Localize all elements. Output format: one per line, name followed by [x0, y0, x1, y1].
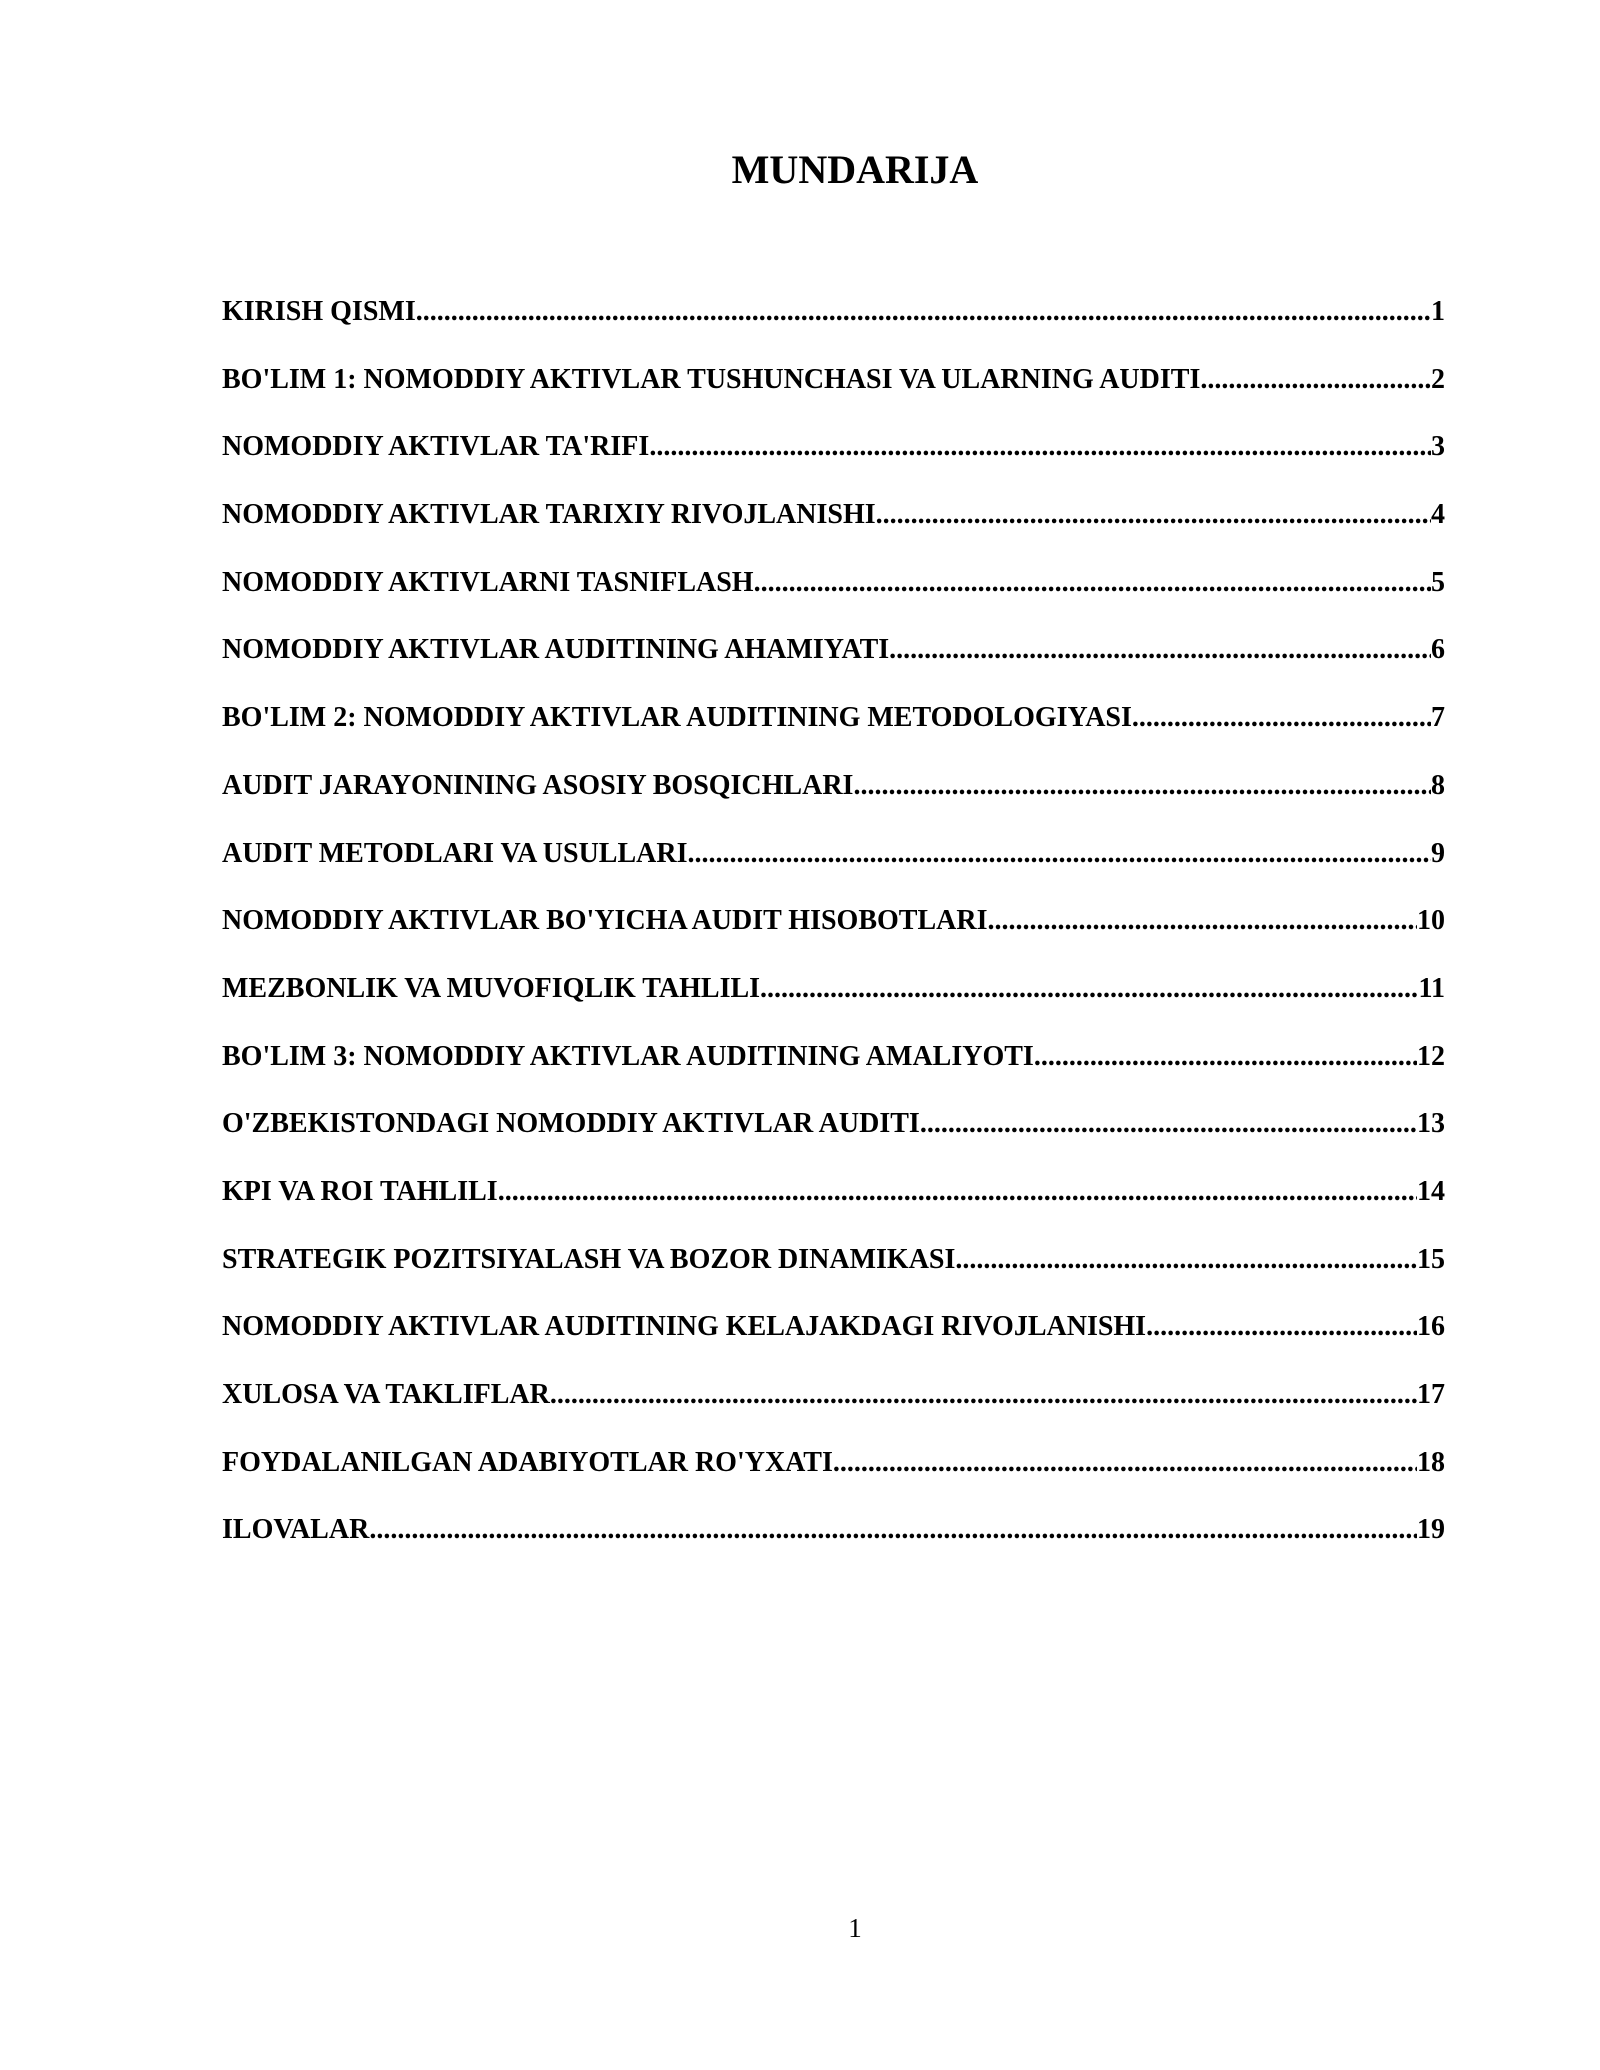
toc-entry-label: AUDIT JARAYONINING ASOSIY BOSQICHLARI [222, 769, 854, 801]
toc-entry-page: 1 [1431, 296, 1445, 327]
toc-dot-leader [1146, 1302, 1417, 1352]
toc-dot-leader [876, 490, 1431, 540]
toc-dot-leader [550, 1370, 1417, 1420]
toc-entry-label: KIRISH QISMI [222, 296, 416, 327]
page-number: 1 [848, 1913, 862, 1943]
toc-entry-label: AUDIT METODLARI VA USULLARI [222, 837, 688, 869]
toc-entry-page: 16 [1417, 1311, 1445, 1343]
toc-entry[interactable] [222, 1370, 1445, 1438]
toc-dot-leader [498, 1167, 1417, 1217]
toc-dot-leader [416, 287, 1431, 337]
toc-dot-leader [688, 829, 1432, 879]
toc-dot-leader [833, 1438, 1417, 1488]
toc-dot-leader [1132, 693, 1431, 743]
toc-entry[interactable] [222, 761, 1445, 829]
toc-entry-page: 15 [1417, 1243, 1445, 1275]
toc-entry-page: 17 [1417, 1379, 1445, 1410]
toc-entry-page: 6 [1431, 634, 1445, 666]
toc-entry-page: 19 [1417, 1514, 1445, 1546]
toc-entry-page: 13 [1417, 1108, 1445, 1140]
toc-entry-page: 11 [1418, 972, 1445, 1004]
toc-dot-leader [889, 625, 1431, 675]
toc-entry[interactable] [222, 558, 1445, 626]
table-of-contents [222, 287, 1445, 1573]
toc-dot-leader [1200, 355, 1431, 405]
toc-entry[interactable] [222, 355, 1445, 423]
toc-entry[interactable] [222, 1235, 1445, 1303]
toc-entry-label: O'ZBEKISTONDAGI NOMODDIY AKTIVLAR AUDITI [222, 1108, 920, 1140]
toc-entry-label: NOMODDIY AKTIVLARNI TASNIFLASH [222, 566, 754, 598]
toc-dot-leader [1034, 1032, 1417, 1082]
toc-entry[interactable] [222, 1099, 1445, 1167]
toc-entry-page: 8 [1431, 769, 1445, 801]
toc-dot-leader [369, 1505, 1417, 1555]
toc-entry-page: 5 [1431, 566, 1445, 598]
toc-entry[interactable] [222, 490, 1445, 558]
toc-dot-leader [760, 964, 1418, 1014]
toc-dot-leader [987, 896, 1417, 946]
toc-entry-label: BO'LIM 1: NOMODDIY AKTIVLAR TUSHUNCHASI VA ULARNING AUDITI [222, 363, 1201, 395]
toc-entry-label: BO'LIM 3: NOMODDIY AKTIVLAR AUDITINING AMALIYOTI [222, 1040, 1034, 1072]
toc-entry-label: NOMODDIY AKTIVLAR TARIXIY RIVOJLANISHI [222, 499, 876, 531]
toc-entry-page: 3 [1431, 431, 1445, 463]
toc-entry-page: 18 [1417, 1446, 1445, 1478]
toc-entry[interactable] [222, 1032, 1445, 1100]
toc-entry-label: BO'LIM 2: NOMODDIY AKTIVLAR AUDITINING METODOLOGIYASI [222, 702, 1132, 734]
toc-dot-leader [955, 1235, 1417, 1285]
toc-entry[interactable] [222, 1505, 1445, 1573]
toc-dot-leader [754, 558, 1431, 608]
toc-entry[interactable] [222, 896, 1445, 964]
toc-entry[interactable] [222, 1167, 1445, 1235]
toc-entry[interactable] [222, 964, 1445, 1032]
toc-entry-page: 4 [1431, 499, 1445, 531]
toc-entry[interactable] [222, 287, 1445, 355]
toc-entry-page: 7 [1431, 702, 1445, 734]
toc-dot-leader [920, 1099, 1417, 1149]
toc-entry-label: MEZBONLIK VA MUVOFIQLIK TAHLILI [222, 972, 761, 1004]
toc-entry[interactable] [222, 1302, 1445, 1370]
toc-dot-leader [853, 761, 1431, 811]
toc-entry[interactable] [222, 693, 1445, 761]
toc-entry[interactable] [222, 1438, 1445, 1506]
toc-entry-label: NOMODDIY AKTIVLAR AUDITINING KELAJAKDAGI RIVOJLANISHI [222, 1311, 1147, 1343]
toc-entry-page: 2 [1431, 363, 1445, 395]
toc-entry-label: NOMODDIY AKTIVLAR AUDITINING AHAMIYATI [222, 634, 890, 666]
toc-entry-label: STRATEGIK POZITSIYALASH VA BOZOR DINAMIKASI [222, 1243, 956, 1275]
toc-entry[interactable] [222, 829, 1445, 897]
toc-entry-page: 9 [1431, 837, 1445, 869]
toc-entry-label: FOYDALANILGAN ADABIYOTLAR RO'YXATI [222, 1446, 833, 1478]
toc-entry-label: NOMODDIY AKTIVLAR TA'RIFI [222, 431, 650, 463]
page-title: MUNDARIJA [731, 147, 979, 192]
toc-entry-page: 12 [1417, 1040, 1445, 1072]
toc-entry-page: 10 [1417, 905, 1445, 937]
toc-entry[interactable] [222, 625, 1445, 693]
toc-entry-label: ILOVALAR [222, 1514, 370, 1546]
toc-entry-label: KPI VA ROI TAHLILI [222, 1175, 498, 1207]
toc-entry-label: NOMODDIY AKTIVLAR BO'YICHA AUDIT HISOBOTLARI [222, 905, 988, 937]
toc-entry-page: 14 [1417, 1175, 1445, 1207]
toc-entry[interactable] [222, 422, 1445, 490]
toc-dot-leader [649, 422, 1431, 472]
toc-entry-label: XULOSA VA TAKLIFLAR [222, 1379, 550, 1410]
